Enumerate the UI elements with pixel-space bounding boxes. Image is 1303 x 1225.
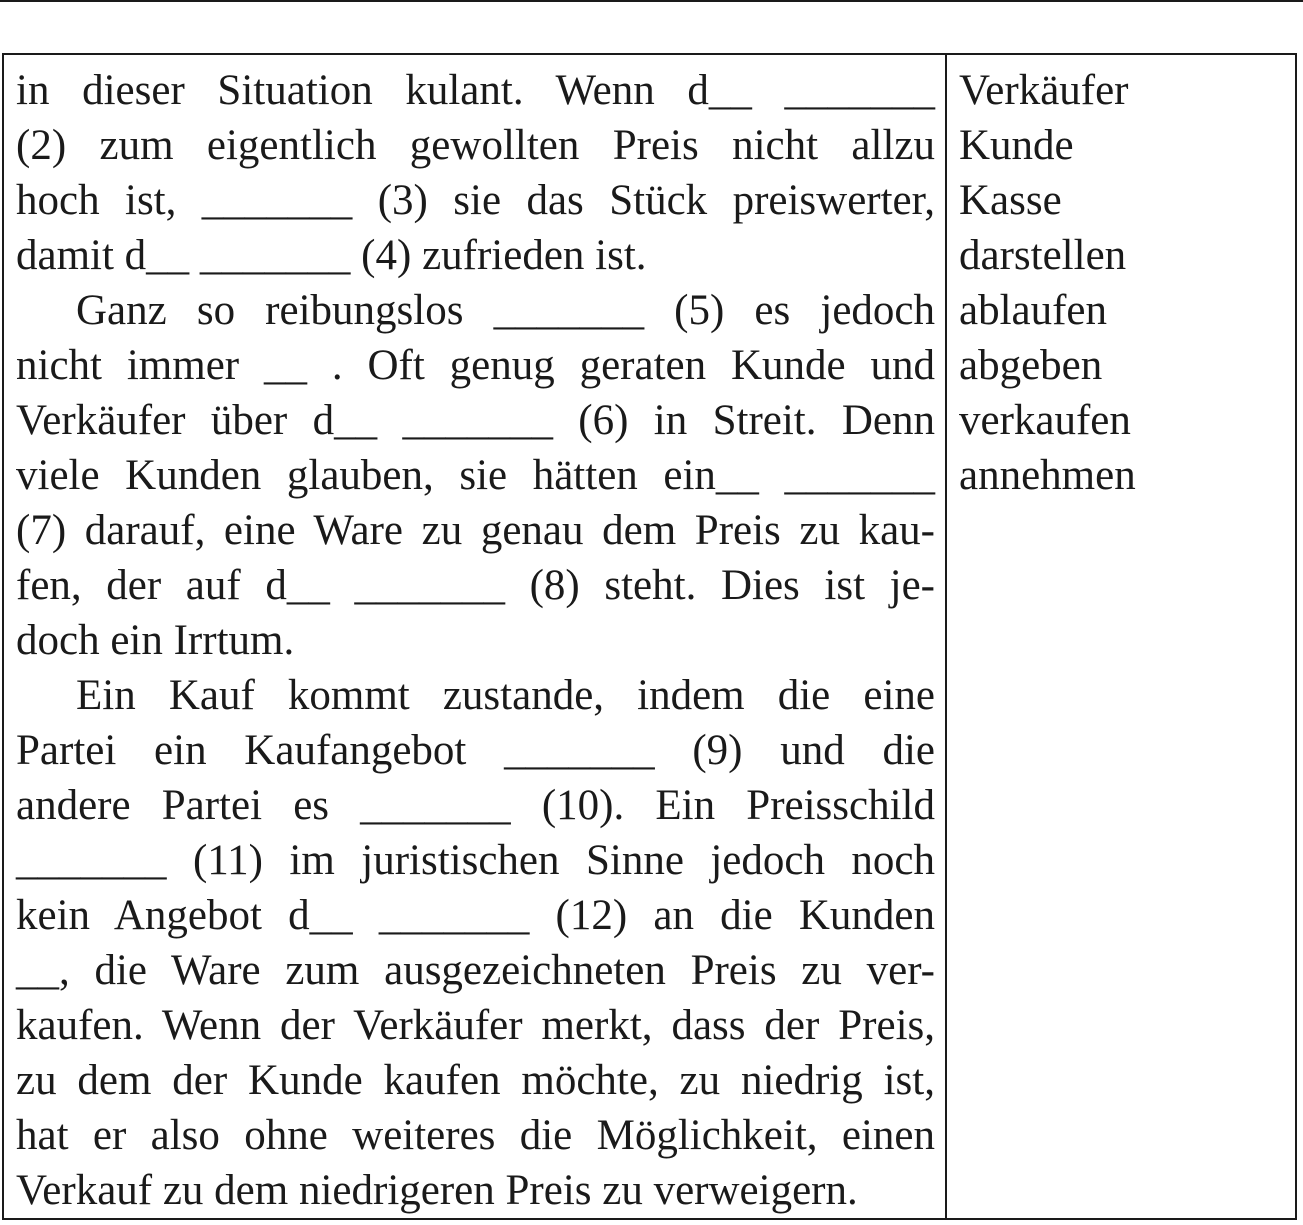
word-bank-item: ablaufen xyxy=(959,287,1108,334)
text-line-13: Partei ein Kaufangebot _______ (9) und die xyxy=(16,727,935,774)
text-line-1: in dieser Situation kulant. Wenn d__ _______ xyxy=(16,67,935,114)
text-line-17: __, die Ware zum ausgezeichneten Preis zu ver- xyxy=(16,947,935,994)
exercise-table xyxy=(2,53,1297,1220)
text-line-2: (2) zum eigentlich gewollten Preis nicht allzu xyxy=(16,122,935,169)
word-bank-item: darstellen xyxy=(959,232,1127,279)
word-bank-column xyxy=(947,55,1295,1218)
text-line-7: Verkäufer über d__ _______ (6) in Streit. Denn xyxy=(16,397,935,444)
text-line-12: Ein Kauf kommt zustande, indem die eine xyxy=(76,672,935,719)
text-line-10: fen, der auf d__ _______ (8) steht. Dies ist je- xyxy=(16,562,935,609)
text-line-20: hat er also ohne weiteres die Möglichkeit, einen xyxy=(16,1112,935,1159)
word-bank-item: Verkäufer xyxy=(959,67,1129,114)
word-bank-item: abgeben xyxy=(959,342,1103,389)
word-bank-item: verkaufen xyxy=(959,397,1131,444)
word-bank-item: Kasse xyxy=(959,177,1062,224)
text-line-8: viele Kunden glauben, sie hätten ein__ _______ xyxy=(16,452,935,499)
text-line-11: doch ein Irrtum. xyxy=(16,617,295,664)
text-line-14: andere Partei es _______ (10). Ein Preisschild xyxy=(16,782,935,829)
text-line-15: _______ (11) im juristischen Sinne jedoch noch xyxy=(16,837,935,884)
text-line-4: damit d__ _______ (4) zufrieden ist. xyxy=(16,232,647,279)
word-bank-item: Kunde xyxy=(959,122,1074,169)
text-line-9: (7) darauf, eine Ware zu genau dem Preis zu kau- xyxy=(16,507,935,554)
text-line-16: kein Angebot d__ _______ (12) an die Kunden xyxy=(16,892,935,939)
text-line-19: zu dem der Kunde kaufen möchte, zu niedrig ist, xyxy=(16,1057,935,1104)
text-line-6: nicht immer __ . Oft genug geraten Kunde und xyxy=(16,342,935,389)
word-bank-item: annehmen xyxy=(959,452,1136,499)
text-line-21: Verkauf zu dem niedrigeren Preis zu verweigern. xyxy=(16,1167,858,1214)
cloze-text-column xyxy=(4,55,947,1218)
text-line-5: Ganz so reibungslos _______ (5) es jedoch xyxy=(76,287,935,334)
text-line-3: hoch ist, _______ (3) sie das Stück preiswerter, xyxy=(16,177,935,224)
text-line-18: kaufen. Wenn der Verkäufer merkt, dass der Preis, xyxy=(16,1002,935,1049)
top-rule xyxy=(0,0,1303,2)
